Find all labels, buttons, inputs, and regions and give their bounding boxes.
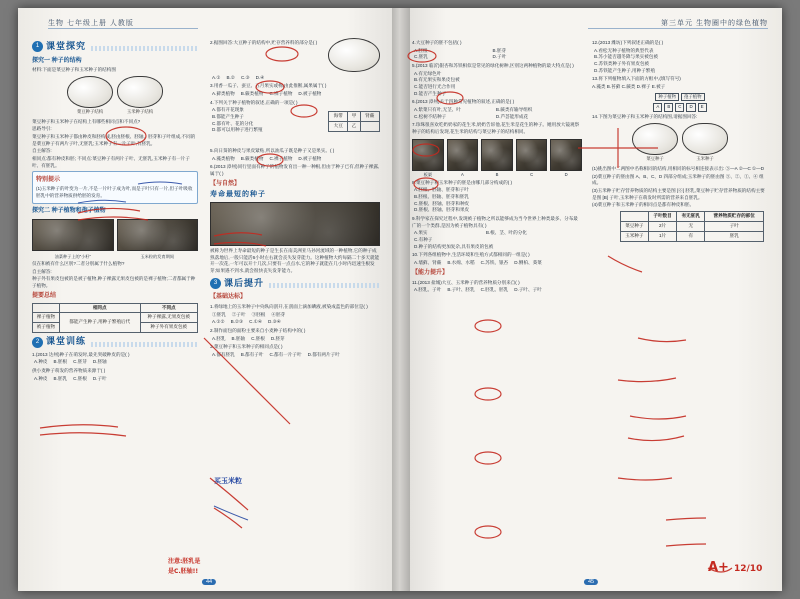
option: C.松树不结种子 <box>414 113 447 119</box>
option: A.看松无种子植物的典型代表 <box>594 47 654 53</box>
option: C.都有一片子叶 <box>269 352 302 358</box>
cell-gymnosperm: 裸子植物 <box>33 313 60 323</box>
figure-caption: 菜豆种子 <box>646 156 664 162</box>
question-r11-options <box>414 287 582 294</box>
running-head-left: 生物 七年级上册 人教版 <box>48 20 134 27</box>
option: A.紫菜只有叶,无茎、叶 <box>414 106 461 112</box>
page-number-left <box>202 579 216 585</box>
handwritten-note-blue: 买玉米粒 <box>214 477 242 485</box>
corn-seed-diagram <box>117 76 163 108</box>
flow-node-d: D <box>686 103 695 112</box>
option: A.胚根、胚轴、胚芽和子叶 <box>414 187 469 193</box>
table-row <box>33 313 198 323</box>
option: C.胚根、胚轴、胚芽和种皮 <box>414 200 470 206</box>
figure-caption: 玉米种子 <box>696 156 714 162</box>
th-endosperm: 有无胚乳 <box>677 212 705 222</box>
section-title: 课堂探究 <box>46 41 87 51</box>
material-text: 材料:下面是菜豆种子和玉米种子的结构图 <box>32 66 116 72</box>
option: ②子叶 <box>231 311 246 317</box>
photo-chestnut <box>412 139 444 171</box>
cell-angiosperm-diff: 种子外有果皮包被 <box>140 323 197 333</box>
th-blank <box>620 212 648 222</box>
question-r13: 13.将下列植物填入下面的方框中,(填写符号) <box>592 76 681 82</box>
explore-2-photos <box>32 219 198 253</box>
option: A.果实 <box>414 230 428 236</box>
question-l6: 6.(2013 漳州)同行里面有种子的植物发育出一种一种根,但由于种子已有,但种子裸露,属于( ) <box>210 164 380 176</box>
option: D.芦荟能形成花 <box>495 113 529 119</box>
cell-same-point: 都能产生种子,用种子繁殖后代 <box>59 313 140 333</box>
cell-corn-cotyledon: 1片 <box>648 231 676 241</box>
option: C.胚乳 <box>414 54 428 60</box>
page-number-right-value: 45 <box>584 579 598 585</box>
handwritten-date: 12/10 <box>734 564 763 574</box>
option: A.① <box>212 74 221 80</box>
cell: 大豆 <box>329 121 348 131</box>
question-l4: 4.下列关于种子植物的叙述,正确的一项是( ) <box>210 99 298 105</box>
question-r6-options <box>414 107 582 120</box>
flow-node-seed-plant: 种子植物 <box>655 93 679 102</box>
right-page <box>400 8 782 591</box>
flow-node-e: E <box>698 103 707 112</box>
explore-1-heading: 探究一 种子的结构 <box>32 57 82 64</box>
photo-nature-seed <box>210 202 380 246</box>
question-r9: 9.科学家在探究过程中,发现被子植物之所以能够成为当今世界上种类最多、分布最广的一个类群,是因为被子植物具有( ) <box>412 216 578 228</box>
left-page <box>18 8 400 591</box>
question-r10: 10.下列各组植物中,生活环境和生殖方式都相同的一组是( ) <box>412 252 530 258</box>
option: C.裸子植物 <box>269 155 293 161</box>
option: B.胚根 <box>53 359 68 365</box>
option: D.子叶、子叶 <box>514 287 542 293</box>
seed-comparison-table <box>620 211 764 242</box>
option: B.胚芽 <box>492 47 507 53</box>
table-header-row <box>620 212 763 222</box>
option: D.都有两片子叶 <box>307 352 340 358</box>
option: A.藻类植物 <box>212 155 235 161</box>
cell <box>360 121 379 131</box>
mini-table-l4 <box>328 111 380 132</box>
table-row <box>620 231 763 241</box>
option: B.② <box>226 74 235 80</box>
table-header-row <box>33 303 198 313</box>
question-r14-1: (1)挑出图中二两图中名称相同的结构,用相同的标号相连接表示出: ⑤—A ②—C ①—D <box>592 166 765 172</box>
th-storage: 营养物质贮存的部位 <box>705 212 764 222</box>
explore-2-heading: 探究二 种子植物和孢子植物 <box>32 207 106 214</box>
table-row <box>620 221 763 231</box>
question-r8-options <box>414 187 582 214</box>
section-title-3: 课后提升 <box>224 277 265 288</box>
question-l1-sub: 供小麦种子萌发的营养物质来源于( ) <box>32 368 106 374</box>
option: C.裸子植物 <box>269 90 293 96</box>
option: D.③④ <box>268 319 281 325</box>
option: B.苏小能否越冬降与果实被包被 <box>594 54 659 60</box>
question-r4-options <box>414 48 582 61</box>
option: D.都可以用种子进行繁殖 <box>212 127 263 133</box>
page-number-right <box>584 579 598 585</box>
option: C.能否进行光合作用 <box>414 83 456 89</box>
figure-caption-bean: 菜豆种子结构 <box>76 109 104 115</box>
option: C.③ <box>240 74 250 80</box>
cell-bean-storage: 子叶 <box>705 221 764 231</box>
question-l2: 2.据图回答:大豆种子的结构中,贮存营养料的部分是( ) <box>210 40 318 45</box>
corn-seed-diagram-r14 <box>682 123 728 155</box>
question-r13-items: A.藻类 B.苔藓 C.蕨类 D.裸子 E.被子 <box>592 83 666 89</box>
th-cotyledon-count: 子叶数目 <box>648 212 676 222</box>
photo-caption: C <box>530 171 534 177</box>
question-r11: 11.(2013 盐城)大豆、玉米种子的营养物质分别来自( ) <box>412 279 520 285</box>
cell: 乙 <box>348 121 360 131</box>
th-blank <box>33 303 60 313</box>
option: ③胚根 <box>251 311 266 317</box>
question-b2: 2.制作面包的面粉主要来自小麦种子结构中的( ) <box>210 328 306 334</box>
photo-caption: 板栗 <box>423 171 432 177</box>
inquiry-question-1: 菜豆种子和玉米种子在结构上有哪些相同点和不同点? <box>32 118 141 124</box>
bean-seed-labeled <box>328 38 380 72</box>
option: C.胚根 <box>251 335 265 341</box>
question-r4: 4.大豆种子的胚不包括( ) <box>412 40 462 45</box>
option: A.种皮 <box>34 359 48 365</box>
option: A.藓类植物 <box>212 90 235 96</box>
section-number-badge-3: 3 <box>210 278 221 289</box>
option: ①胚乳 <box>212 311 226 317</box>
section-number-badge-2: 2 <box>32 337 43 348</box>
cell: 海带 <box>329 111 348 121</box>
ability-level-heading: 【能力提升】 <box>412 269 449 276</box>
special-tip-text: (1)玉米种子的叶变为一片,不是一片叶子成为叶,而是子叶只有一片,但子叶吸收胚乳中的营养物质供给胚的发育。 <box>36 186 193 199</box>
question-r14: 14.下图为菜豆种子和玉米种子的结构图,请据图回答: <box>592 113 698 119</box>
option: B.都能产生种子 <box>212 113 244 119</box>
flow-node-a: A <box>653 103 662 112</box>
option: A.都有开花现象 <box>212 107 244 113</box>
header-rule-left <box>48 28 198 29</box>
question-r10-options <box>414 260 582 267</box>
section-number-badge: 1 <box>32 41 43 52</box>
bean-seed-diagram <box>67 76 113 108</box>
cell: 肾蕨 <box>360 111 379 121</box>
bean-seed-diagram-r14 <box>632 123 678 155</box>
section-banner-classroom-practice <box>32 335 198 349</box>
question-r6: 6.(2013 漳州)关于四种常见植物的叙述,正确的是( ) <box>412 99 515 105</box>
photo-d <box>550 139 582 171</box>
option: D.胚根、胚轴、胚芽和果皮 <box>414 207 470 213</box>
banner-decoration <box>91 46 198 51</box>
cell-gymnosperm-diff: 种子裸露,无果皮包被 <box>140 313 197 323</box>
option: B.根、茎、叶的分化 <box>485 230 527 236</box>
banner-decoration-2 <box>91 342 198 347</box>
question-b2-options <box>212 336 380 343</box>
classification-flow-top <box>592 93 768 102</box>
option: B.都有子叶 <box>240 352 264 358</box>
option: D.胚芽 <box>270 335 285 341</box>
nature-title: 寿命最短的种子 <box>210 190 266 198</box>
handwritten-note-red-1: 注意:胚乳是 <box>168 558 201 565</box>
question-b3-options <box>212 352 380 359</box>
option: D.苏铁能产生种子,用种子繁殖 <box>594 67 655 73</box>
nature-column-heading: 【与自然】 <box>210 180 241 187</box>
section-banner-classroom-inquiry <box>32 40 198 54</box>
question-r5: 5.(2013 临沂)银杏和苏铁相似是常见的绿化树种,区别这两种植物的最大特点是( ) <box>412 62 574 68</box>
question-r12: 12.(2013 潍坊)下列叙述正确的是( ) <box>592 40 664 45</box>
right-column-2 <box>592 38 768 565</box>
option: D.种子的结构更加复杂,具有果皮的包被 <box>414 243 494 249</box>
page-number-left-value: 44 <box>202 579 216 585</box>
self-answer-2-text: 种子外有果皮包被的是被子植物,种子裸露无果皮包被的是裸子植物;二者都属于种子植物。 <box>32 276 196 288</box>
question-r14-figures <box>592 123 768 163</box>
option: B.胚乳 <box>53 375 68 381</box>
cell-corn-endosperm: 有 <box>677 231 705 241</box>
option: A.墙藓、肾蕨 <box>414 260 442 266</box>
photo-caption: A <box>460 171 464 177</box>
left-column-1 <box>32 38 201 565</box>
photo-b <box>481 139 513 171</box>
book-spread <box>18 8 782 591</box>
photo-caption-left: 油菜种子上的“小籽” <box>54 253 91 259</box>
option: C.胚根 <box>73 375 87 381</box>
option: B.子叶、胚乳 <box>447 287 475 293</box>
option: D.被子植物 <box>298 155 322 161</box>
question-r9-options <box>414 230 582 250</box>
photo-c <box>516 139 548 171</box>
question-b3: 3.菜豆种子和玉米种子的相同点是( ) <box>210 344 283 350</box>
photo-a <box>447 139 479 171</box>
option: D.子叶 <box>92 375 107 381</box>
self-answer-text: 相同点:都有种皮和胚; 不同点:菜豆种子有两片子叶、无胚乳,玉米种子有一片子叶、有胚乳。 <box>32 156 190 168</box>
self-answer-heading: 自主解答: <box>32 148 52 154</box>
question-l3: 3.用香一瓜子、蚕豆、五月果实或棉,由此推断,属果属于( ) <box>210 83 327 89</box>
option: C.都有叶、花的分化 <box>212 120 254 126</box>
right-column-1 <box>412 38 582 565</box>
nature-text: 被称为世界上寿命最短的种子是生长在南美洲亚马孙河流域的一种植物,它的种子成熟落地后,一般只能活6小时左右就会丧失发芽能力。这种植物大约每隔二十多天就能开一次花,一年可以开十几次,只要有一点点水,它的种子就能在几小时内迅速生根发芽;如果遇不到水,就会很快丧失发芽能力。 <box>210 248 380 273</box>
question-l5-options <box>212 156 380 163</box>
flow-node-c: C <box>675 103 684 112</box>
question-r8: 8.菜豆种子和玉米种子的胚是由哪几部分构成的( ) <box>412 179 513 185</box>
thought-guide-text: 菜豆种子和玉米种子都由种皮和胚构成,胚由胚根、胚轴、胚芽和子叶组成,不同的是菜豆种子有两片子叶,无胚乳;玉米种子有一片子叶,有胚乳。 <box>32 134 196 146</box>
option: A.胚乳 <box>212 335 226 341</box>
option: B.胚轴 <box>231 335 246 341</box>
question-l1: 1.(2013 达州)种子在萌发时,最先突破种皮的是( ) <box>32 351 130 357</box>
option: B.水绵、水稻 <box>447 260 475 266</box>
question-b1-options <box>212 319 380 326</box>
option: D.能否产生种子 <box>414 90 447 96</box>
special-tip-box <box>32 171 198 203</box>
photo-corn-kernel <box>117 219 199 251</box>
comparison-table <box>32 303 198 334</box>
question-r14-3: (3)玉米种子贮存营养物质的结构主要是图 [⑥] 胚乳,菜豆种子贮存营养物质的结构主要是图 [B] 子叶,玉米种子在萌发时所需的营养来自胚乳。 <box>592 188 765 200</box>
option: D.子叶 <box>492 54 507 60</box>
figure-caption-corn: 玉米种子结构 <box>126 109 154 115</box>
option: B.胚根、胚轴、胚芽和胚乳 <box>414 194 469 200</box>
photo-caption: B <box>495 171 499 177</box>
option: B.②③ <box>230 319 244 325</box>
question-b1-parts <box>212 312 380 319</box>
summary-heading: 提要总结 <box>32 292 57 299</box>
option: A.胚根 <box>414 47 428 53</box>
question-l1-options <box>34 359 198 366</box>
option: D.侧柏、葵菜 <box>514 260 542 266</box>
cell-angiosperm: 被子植物 <box>33 323 60 333</box>
option: B.蕨类植物 <box>240 155 264 161</box>
seed-structure-figures <box>32 76 198 116</box>
cell: 甲 <box>348 111 360 121</box>
flow-node-b: B <box>664 103 673 112</box>
option: ④胚芽 <box>271 311 286 317</box>
inquiry-question-2: 仅在和被有什么区别?二者分别属于什么植物? <box>32 260 125 266</box>
option: C.苏铁类种子外有果皮包被 <box>594 60 650 66</box>
question-r7-photo-captions <box>412 172 582 178</box>
flow-node-spore-plant: 孢子植物 <box>681 93 705 102</box>
option: D.被子植物 <box>298 90 322 96</box>
cell-bean-cotyledon: 2片 <box>648 221 676 231</box>
question-l1-sub-options <box>34 376 198 383</box>
option: A.胚乳、子叶 <box>414 287 442 293</box>
banner-decoration-3 <box>269 283 380 288</box>
option: A.有无绿色叶 <box>414 70 442 76</box>
option: A.都有胚乳 <box>212 352 235 358</box>
option: A.种皮 <box>34 375 48 381</box>
question-l3-options <box>212 91 380 98</box>
option: C.①④ <box>249 319 262 325</box>
special-tip-heading: 特别提示 <box>36 177 61 184</box>
explore-2-photo-captions <box>32 254 198 260</box>
nature-title-banner <box>210 190 380 201</box>
cell-corn-seed: 玉米种子 <box>620 231 648 241</box>
cell-corn-storage: 胚乳 <box>705 231 764 241</box>
book-gutter-shadow <box>392 8 410 591</box>
running-head-right: 第三单元 生物圈中的绿色植物 <box>661 20 768 27</box>
question-r14-2: (2)菜豆种子的胚由图 A、B、C、D 四部分组成;玉米种子的胚由图 ⑤、②、①、④ 组成。 <box>592 173 764 186</box>
cell-bean-seed: 菜豆种子 <box>620 221 648 231</box>
question-b1: 1.将绿地上的玉米种子中央纵向剖开,在剖面上滴加碘液,被染成蓝色的部位是( ) <box>210 304 368 310</box>
thought-guide-heading: 思路导引: <box>32 126 52 132</box>
option: D.④ <box>255 74 265 80</box>
question-l5: 5.向日葵的种皮与果皮紧贴,所以油瓜子既是种子又是果实。( ) <box>210 147 335 153</box>
question-l2-options <box>212 75 380 82</box>
option: B.蕨类植物 <box>240 90 264 96</box>
question-r12-options <box>594 48 768 75</box>
option: B.蕨类有输导组织 <box>495 106 533 112</box>
section-title-2: 课堂训练 <box>46 336 87 347</box>
cell-bean-endosperm: 无 <box>677 221 705 231</box>
question-r5-options <box>414 71 582 98</box>
th-diff: 不同点 <box>140 303 197 313</box>
photo-caption-right: 玉米粒的发育期间 <box>140 253 174 259</box>
classification-flow-bottom <box>592 103 768 112</box>
option: C.有种子 <box>414 237 433 243</box>
th-same: 相同点 <box>59 303 140 313</box>
question-r7-photos <box>412 139 582 171</box>
basic-level-heading: 【基础达标】 <box>210 294 247 301</box>
option: C.胚芽 <box>73 359 87 365</box>
photo-caption: D <box>564 171 568 177</box>
question-r7: 7.珍珠很喜欢吃奶奶家的花生米,奶奶告诉他,花生米是花生的种子。她用放大镜观察种子的结构后发现,花生米的结构与菜豆种子的结构相同。 <box>412 122 580 134</box>
handwritten-grade: A+ <box>708 560 729 575</box>
option: B.有无果实和果皮包被 <box>414 77 460 83</box>
option: D.胚轴 <box>92 359 107 365</box>
left-column-2 <box>210 38 380 565</box>
handwritten-note-red-2: 是C.胚轴!! <box>168 568 199 575</box>
self-answer-2-heading: 自主解答: <box>32 268 52 274</box>
header-rule-right <box>588 28 768 29</box>
question-r14-4: (4)菜豆种子和玉米种子的相同点是都有种皮和胚。 <box>592 202 695 208</box>
section-banner-after-class <box>210 277 380 291</box>
option: A.①② <box>212 319 225 325</box>
photo-rape-seed <box>32 219 114 251</box>
option: C.苏铁、银杏 <box>480 260 509 266</box>
option: C.胚乳、胚乳 <box>480 287 509 293</box>
